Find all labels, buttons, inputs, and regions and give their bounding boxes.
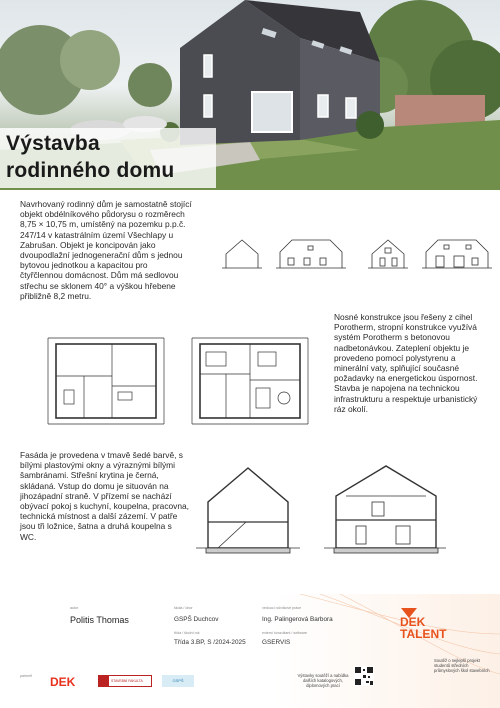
title-line-1: Výstavba <box>6 132 100 155</box>
partner-dek-logo: DEK <box>50 675 76 689</box>
school-label: škola / obor <box>174 606 193 610</box>
partner-school-logo: GSPŠ <box>162 675 194 687</box>
intro-text: Navrhovaný rodinný dům je samostatně stojící objekt obdélníkového půdorysu o rozměrech 8,75 × 10,75 m, umístěný na pozemku p.p.č. 247/14 v katastrálním území Všechlapy u Zabrušan. Objekt je koncipován jako dvoupodlažní jednogenerační dům s jednou bytovou jednotkou a kapacitou pro čtyřčlennou domácnost. Dům má sedlovou střechu se sklonem 40° a výškou hřebene přibližně 8,2 metru. <box>20 199 192 301</box>
partner-tech-text: STAVEBNÍ FAKULTA <box>111 679 143 683</box>
structure-text: Nosné konstrukce jsou řešeny z cihel Porotherm, stropní konstrukce využívá systém Porotherm s betonovou nadbetonávkou. Zateplení objektu je provedeno pomocí polystyrenu a minerální vaty, splňující současné požadavky na energetickou úspornost. Stavba je napojena na technickou infrastrukturu a respektuje urbanistický ráz okolí. <box>334 312 478 414</box>
supervisor-label: vedoucí ročníkové práce <box>262 606 302 610</box>
partner-tech-logo <box>98 675 152 687</box>
brand-bottom: TALENT <box>400 627 447 641</box>
floor-plans-drawing <box>40 330 330 430</box>
facade-text: Fasáda je provedena v tmavě šedé barvě, s bílými plastovými okny a výraznými bílými šambránami. Střešní krytina je černá, skládaná. Vstup do domu je situován na jihozápadní straně. V přízemí se nachází obývací pokoj s kuchyní, koupelna, pracovna, technická místnost a další zázemí. V patře jsou tři ložnice, šatna a druhá koupelna s WC. <box>20 450 189 542</box>
qr-code-icon[interactable] <box>354 666 374 686</box>
consultant-label: externí konzultant / software <box>262 631 307 635</box>
title-line-2: rodinného domu <box>6 159 175 182</box>
software-name: GSERVIS <box>262 639 291 646</box>
footer <box>0 594 500 708</box>
class-label: třída / školní rok <box>174 631 200 635</box>
brand-top: DEK <box>400 615 426 629</box>
elevations-drawing <box>222 236 492 278</box>
supervisor-name: Ing. Palingerová Barbora <box>262 616 333 623</box>
title-box <box>0 128 216 188</box>
partners-label: partneři <box>20 674 33 678</box>
brand-note: Soutěž o nejlepší projekt studentů středních průmyslových škol stavebních <box>434 658 490 673</box>
class-year: Třída 3.BP, S /2024-2025 <box>174 639 246 646</box>
author-name: Politis Thomas <box>70 615 129 625</box>
sections-drawing <box>196 462 446 558</box>
author-label: autor <box>70 606 79 610</box>
qr-caption: Výstavky soutěží a nabídka dalších katalogových, diplomových prací <box>297 673 349 688</box>
tech-logo-mark-icon <box>99 676 109 686</box>
school-name: GSPŠ Duchcov <box>174 616 219 623</box>
hero-render <box>0 0 500 190</box>
